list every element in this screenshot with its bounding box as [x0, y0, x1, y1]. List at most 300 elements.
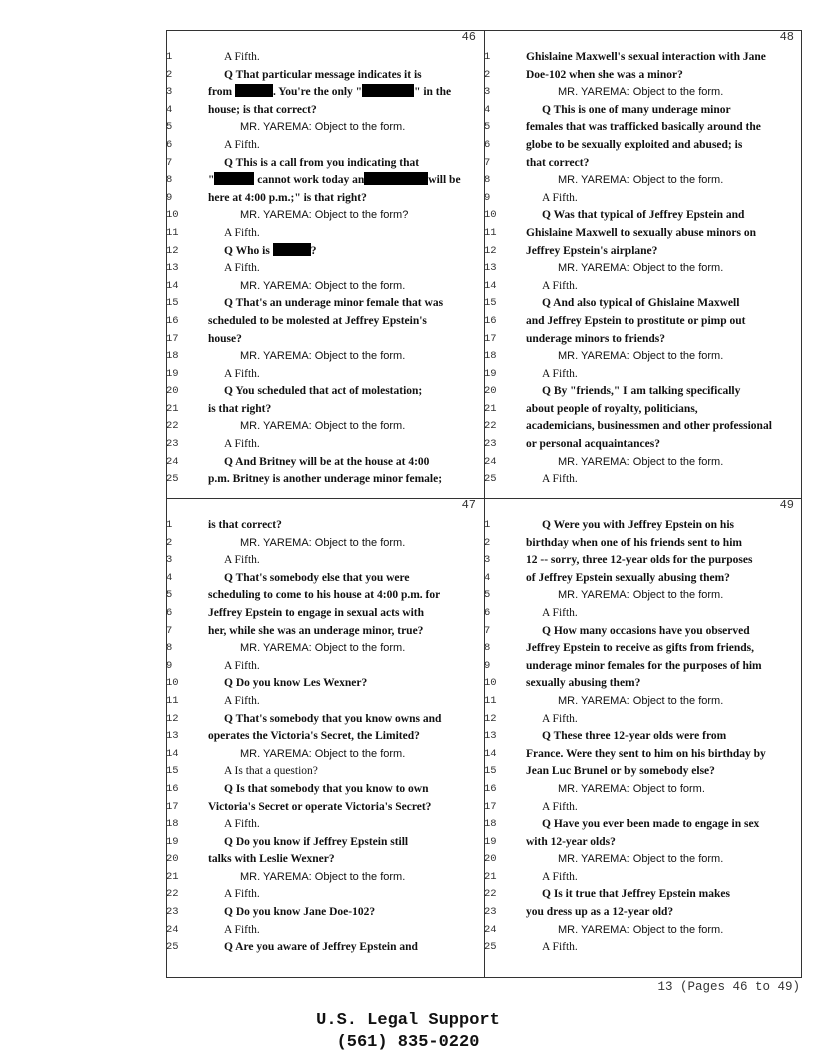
line-number: 15 [484, 765, 497, 778]
text-run: Q Have you ever been made to engage in sex [542, 818, 760, 831]
text-run: Q This is a call from you indicating that [224, 156, 420, 169]
line-number: 21 [484, 402, 497, 415]
text-run: Q That particular message indicates it is [224, 68, 422, 81]
text-run: Jeffrey Epstein to receive as gifts from friends, [526, 642, 755, 655]
text-run: house; is that correct? [208, 103, 317, 116]
page-number: 49 [779, 498, 794, 512]
page-number: 48 [779, 30, 794, 44]
line-text [526, 155, 589, 173]
line-number: 14 [484, 747, 497, 760]
line-number: 7 [484, 156, 491, 169]
text-run: A Fifth. [224, 659, 260, 672]
line-number: 17 [166, 332, 179, 345]
line-number: 24 [166, 455, 179, 468]
line-text [558, 922, 723, 940]
text-run: A Fifth. [224, 226, 260, 239]
company-name: U.S. Legal Support [316, 1011, 500, 1030]
line-number: 13 [484, 262, 497, 275]
line-number: 17 [484, 332, 497, 345]
text-run: Ghislaine Maxwell to sexually abuse minors on [526, 226, 757, 239]
text-run: A Fifth. [224, 554, 260, 567]
company-phone: (561) 835-0220 [336, 1033, 480, 1052]
line-text [526, 436, 660, 454]
text-run: A Fifth. [542, 941, 578, 954]
line-number: 25 [484, 941, 497, 954]
line-text [208, 605, 424, 623]
line-number: 14 [484, 279, 497, 292]
line-number: 10 [166, 209, 179, 222]
text-run: MR. YAREMA: Object to the form. [558, 455, 724, 468]
line-number: 22 [484, 888, 497, 901]
line-text [240, 278, 405, 296]
line-text [542, 816, 759, 834]
line-number: 23 [166, 906, 179, 919]
line-number: 3 [484, 86, 491, 99]
text-run: A Fifth. [224, 262, 260, 275]
line-text [224, 260, 260, 278]
text-run: A Fifth. [224, 138, 260, 151]
text-run: house? [208, 332, 242, 345]
line-number: 6 [484, 138, 491, 151]
line-text [224, 552, 260, 570]
text-run: cannot work today an [254, 174, 365, 187]
text-run: MR. YAREMA: Object to the form. [558, 262, 724, 275]
text-run: Jeffrey Epstein's airplane? [526, 244, 658, 257]
page-number: 46 [461, 30, 476, 44]
line-text [208, 799, 431, 817]
text-run: MR. YAREMA: Object to the form. [240, 420, 406, 433]
line-text [208, 851, 335, 869]
line-number: 9 [166, 659, 173, 672]
line-text [208, 84, 451, 102]
text-run: Q Was that typical of Jeffrey Epstein and [542, 209, 745, 222]
line-number: 23 [484, 906, 497, 919]
text-run: Q Do you know Jane Doe-102? [224, 906, 376, 919]
line-number: 5 [166, 589, 173, 602]
line-text [526, 535, 742, 553]
line-text [224, 155, 419, 173]
line-text [558, 172, 723, 190]
line-text [526, 225, 756, 243]
line-text [526, 119, 761, 137]
line-number: 19 [484, 835, 497, 848]
text-run: A Fifth. [224, 818, 260, 831]
line-text [558, 348, 723, 366]
line-number: 13 [484, 730, 497, 743]
text-run: from [208, 86, 235, 99]
line-text [526, 834, 616, 852]
text-run: MR. YAREMA: Object to the form. [240, 870, 406, 883]
line-text [526, 658, 762, 676]
text-run: MR. YAREMA: Object to the form. [558, 589, 724, 602]
line-number: 16 [484, 314, 497, 327]
line-text [542, 886, 730, 904]
line-number: 2 [166, 68, 173, 81]
line-text [224, 939, 418, 957]
line-text [224, 922, 260, 940]
line-number: 10 [484, 677, 497, 690]
line-text [224, 658, 260, 676]
line-number: 21 [484, 870, 497, 883]
line-number: 14 [166, 279, 179, 292]
text-run: A Is that a question? [224, 765, 318, 778]
text-run: p.m. Britney is another underage minor female; [208, 473, 443, 486]
line-number: 18 [484, 818, 497, 831]
line-text [558, 587, 723, 605]
text-run: Q By "friends," I am talking specifically [542, 385, 741, 398]
text-run: A Fifth. [542, 800, 578, 813]
text-run: A Fifth. [542, 712, 578, 725]
line-text [526, 137, 742, 155]
line-number: 2 [484, 536, 491, 549]
line-number: 8 [166, 174, 173, 187]
text-run: A Fifth. [542, 279, 578, 292]
line-number: 5 [166, 121, 173, 134]
line-text [224, 436, 260, 454]
line-text [208, 517, 282, 535]
line-text [224, 816, 260, 834]
line-text [526, 401, 698, 419]
line-text [526, 243, 657, 261]
line-text [526, 746, 766, 764]
line-number: 25 [166, 473, 179, 486]
line-text [542, 799, 578, 817]
text-run: Victoria's Secret or operate Victoria's Secret? [208, 800, 432, 813]
text-run: MR. YAREMA: Object to the form. [558, 86, 724, 99]
line-text [224, 763, 318, 781]
line-number: 20 [484, 385, 497, 398]
line-text [224, 137, 260, 155]
line-text [526, 763, 715, 781]
text-run: about people of royalty, politicians, [526, 402, 698, 415]
line-text [542, 366, 578, 384]
text-run: A Fifth. [224, 888, 260, 901]
line-number: 5 [484, 121, 491, 134]
line-number: 17 [484, 800, 497, 813]
line-number: 20 [484, 853, 497, 866]
text-run: MR. YAREMA: Object to the form. [558, 174, 724, 187]
redaction-block [235, 84, 273, 97]
line-number: 19 [166, 835, 179, 848]
line-text [224, 243, 316, 261]
text-run: France. Were they sent to him on his birthday by [526, 747, 766, 760]
line-text [240, 746, 405, 764]
line-text [240, 418, 405, 436]
line-number: 1 [484, 519, 491, 531]
line-number: 15 [484, 297, 497, 310]
line-text [526, 49, 766, 67]
text-run: MR. YAREMA: Object to the form. [558, 923, 724, 936]
text-run: Q Are you aware of Jeffrey Epstein and [224, 941, 418, 954]
text-run: A Fifth. [542, 191, 578, 204]
line-text [208, 331, 242, 349]
text-run: Q This is one of many underage minor [542, 103, 731, 116]
line-text [224, 711, 441, 729]
line-text [208, 728, 420, 746]
text-run: Jean Luc Brunel or by somebody else? [526, 765, 715, 778]
line-text [224, 383, 422, 401]
text-run: MR. YAREMA: Object to the form. [240, 350, 406, 363]
line-text [542, 190, 578, 208]
line-number: 9 [484, 191, 491, 204]
text-run: " in the [414, 86, 452, 99]
line-number: 22 [166, 420, 179, 433]
line-text [526, 570, 730, 588]
line-text [224, 675, 367, 693]
line-number: 15 [166, 297, 179, 310]
line-text [224, 225, 260, 243]
line-number: 9 [166, 191, 173, 204]
transcript-page-48 [484, 30, 802, 498]
text-run: Jeffrey Epstein to engage in sexual acts with [208, 606, 425, 619]
line-text [526, 552, 752, 570]
line-text [558, 693, 723, 711]
line-number: 3 [166, 86, 173, 99]
line-number: 8 [166, 642, 173, 655]
line-text [240, 535, 405, 553]
line-number: 6 [166, 606, 173, 619]
line-text [224, 904, 375, 922]
line-text [542, 711, 578, 729]
text-run: MR. YAREMA: Object to the form. [558, 350, 724, 363]
line-number: 7 [166, 156, 173, 169]
line-text [542, 295, 739, 313]
line-text [208, 190, 367, 208]
line-text [558, 454, 723, 472]
text-run: here at 4:00 p.m.;" is that right? [208, 191, 367, 204]
line-number: 11 [166, 226, 179, 239]
line-text [542, 869, 578, 887]
text-run: Q And Britney will be at the house at 4:00 [224, 455, 430, 468]
line-text [542, 605, 578, 623]
line-number: 16 [166, 314, 179, 327]
text-run: Ghislaine Maxwell's sexual interaction with Jane [526, 51, 766, 63]
line-text [526, 313, 745, 331]
text-run: you dress up as a 12-year old? [526, 906, 674, 919]
line-number: 25 [166, 941, 179, 954]
text-run: that correct? [526, 156, 590, 169]
line-number: 6 [484, 606, 491, 619]
line-number: 24 [484, 455, 497, 468]
line-text [240, 207, 408, 225]
line-text [208, 471, 442, 489]
text-run: " [208, 174, 215, 187]
text-run: Doe-102 when she was a minor? [526, 68, 683, 81]
line-number: 23 [484, 438, 497, 451]
line-text [224, 781, 428, 799]
redaction-block [362, 84, 414, 97]
line-number: 11 [484, 694, 497, 707]
line-text [224, 67, 422, 85]
text-run: birthday when one of his friends sent to him [526, 536, 742, 549]
reporter-footer [0, 1010, 816, 1054]
line-number: 1 [484, 51, 491, 63]
line-number: 25 [484, 473, 497, 486]
line-text [224, 570, 410, 588]
line-text [526, 67, 683, 85]
line-text [224, 886, 260, 904]
line-text [224, 49, 260, 67]
text-run: operates the Victoria's Secret, the Limited? [208, 730, 420, 743]
text-run: A Fifth. [542, 606, 578, 619]
transcript-page-49 [484, 498, 802, 978]
redaction-block [214, 172, 254, 185]
text-run: A Fifth. [224, 367, 260, 380]
line-number: 19 [166, 367, 179, 380]
line-number: 17 [166, 800, 179, 813]
text-run: scheduling to come to his house at 4:00 p.m. for [208, 589, 441, 602]
line-text [224, 693, 260, 711]
line-number: 9 [484, 659, 491, 672]
line-number: 4 [166, 103, 173, 116]
line-number: 12 [166, 244, 179, 257]
page-range-label: 13 (Pages 46 to 49) [657, 980, 800, 994]
text-run: will be [428, 174, 461, 187]
text-run: Q Do you know Les Wexner? [224, 677, 368, 690]
line-text [224, 454, 429, 472]
line-number: 15 [166, 765, 179, 778]
line-text [542, 383, 740, 401]
text-run: A Fifth. [224, 438, 260, 451]
text-run: academicians, businessmen and other professional [526, 420, 772, 433]
text-run: A Fifth. [224, 694, 260, 707]
line-text [558, 260, 723, 278]
line-number: 19 [484, 367, 497, 380]
line-number: 8 [484, 174, 491, 187]
line-text [542, 728, 726, 746]
line-number: 16 [484, 782, 497, 795]
line-number: 13 [166, 262, 179, 275]
line-number: 8 [484, 642, 491, 655]
line-number: 24 [484, 923, 497, 936]
line-text [208, 172, 461, 190]
text-run: and Jeffrey Epstein to prostitute or pimp out [526, 314, 746, 327]
text-run: A Fifth. [542, 870, 578, 883]
text-run: MR. YAREMA: Object to the form. [240, 536, 406, 549]
text-run: MR. YAREMA: Object to the form. [558, 853, 724, 866]
line-number: 11 [484, 226, 497, 239]
line-number: 22 [166, 888, 179, 901]
text-run: Q These three 12-year olds were from [542, 730, 727, 743]
text-run: underage minor females for the purposes of him [526, 659, 762, 672]
text-run: Q That's somebody else that you were [224, 571, 410, 584]
text-run: talks with Leslie Wexner? [208, 853, 335, 866]
text-run: underage minors to friends? [526, 332, 665, 345]
text-run: Q Do you know if Jeffrey Epstein still [224, 835, 409, 848]
text-run: her, while she was an underage minor, true? [208, 624, 424, 637]
line-text [208, 401, 271, 419]
line-number: 1 [166, 51, 173, 63]
line-number: 20 [166, 385, 179, 398]
line-number: 5 [484, 589, 491, 602]
text-run: scheduled to be molested at Jeffrey Epstein's [208, 314, 427, 327]
transcript-page-46 [166, 30, 484, 498]
line-text [542, 517, 734, 535]
text-run: Q Were you with Jeffrey Epstein on his [542, 519, 734, 531]
line-number: 3 [166, 554, 173, 567]
text-run: Q You scheduled that act of molestation; [224, 385, 423, 398]
text-run: of Jeffrey Epstein sexually abusing them? [526, 571, 730, 584]
text-run: Q And also typical of Ghislaine Maxwell [542, 297, 740, 310]
line-text [542, 623, 750, 641]
line-text [208, 102, 317, 120]
text-run: MR. YAREMA: Object to form. [558, 782, 705, 795]
text-run: ? [310, 244, 317, 257]
line-text [208, 313, 427, 331]
text-run: Q Who is [224, 244, 273, 257]
line-text [542, 471, 578, 489]
line-number: 22 [484, 420, 497, 433]
text-run: Q That's somebody that you know owns and [224, 712, 442, 725]
text-run: Q Is that somebody that you know to own [224, 782, 429, 795]
line-text [542, 939, 578, 957]
line-text [240, 869, 405, 887]
line-number: 3 [484, 554, 491, 567]
text-run: globe to be sexually exploited and abused; is [526, 138, 743, 151]
line-text [526, 640, 754, 658]
line-text [240, 348, 405, 366]
text-run: or personal acquaintances? [526, 438, 660, 451]
text-run: is that correct? [208, 519, 282, 531]
line-text [526, 675, 640, 693]
line-number: 18 [166, 350, 179, 363]
line-number: 14 [166, 747, 179, 760]
line-number: 7 [484, 624, 491, 637]
line-text [558, 781, 705, 799]
line-number: 18 [484, 350, 497, 363]
text-run: MR. YAREMA: Object to the form. [240, 642, 406, 655]
text-run: sexually abusing them? [526, 677, 641, 690]
line-number: 4 [484, 571, 491, 584]
line-text [542, 207, 744, 225]
line-number: 11 [166, 694, 179, 707]
line-number: 1 [166, 519, 173, 531]
text-run: A Fifth. [542, 367, 578, 380]
line-number: 13 [166, 730, 179, 743]
line-number: 23 [166, 438, 179, 451]
text-run: Q Is it true that Jeffrey Epstein makes [542, 888, 730, 901]
line-text [224, 295, 443, 313]
line-text [558, 851, 723, 869]
transcript-page-47 [166, 498, 484, 978]
line-number: 2 [484, 68, 491, 81]
text-run: MR. YAREMA: Object to the form. [240, 121, 406, 134]
text-run: A Fifth. [224, 923, 260, 936]
redaction-block [364, 172, 428, 185]
text-run: . You're the only " [272, 86, 363, 99]
text-run: MR. YAREMA: Object to the form. [240, 747, 406, 760]
line-text [208, 587, 440, 605]
line-number: 10 [484, 209, 497, 222]
line-text [240, 640, 405, 658]
line-number: 6 [166, 138, 173, 151]
text-run: females that was trafficked basically around the [526, 121, 761, 134]
text-run: A Fifth. [542, 473, 578, 486]
line-text [526, 904, 673, 922]
redaction-block [273, 243, 311, 256]
line-number: 2 [166, 536, 173, 549]
line-number: 4 [166, 571, 173, 584]
text-run: Q That's an underage minor female that was [224, 297, 444, 310]
text-run: MR. YAREMA: Object to the form? [240, 209, 409, 222]
line-text [240, 119, 405, 137]
text-run: is that right? [208, 402, 272, 415]
line-text [558, 84, 723, 102]
text-run: MR. YAREMA: Object to the form. [240, 279, 406, 292]
text-run: 12 -- sorry, three 12-year olds for the purposes [526, 554, 753, 567]
line-number: 18 [166, 818, 179, 831]
line-number: 21 [166, 402, 179, 415]
